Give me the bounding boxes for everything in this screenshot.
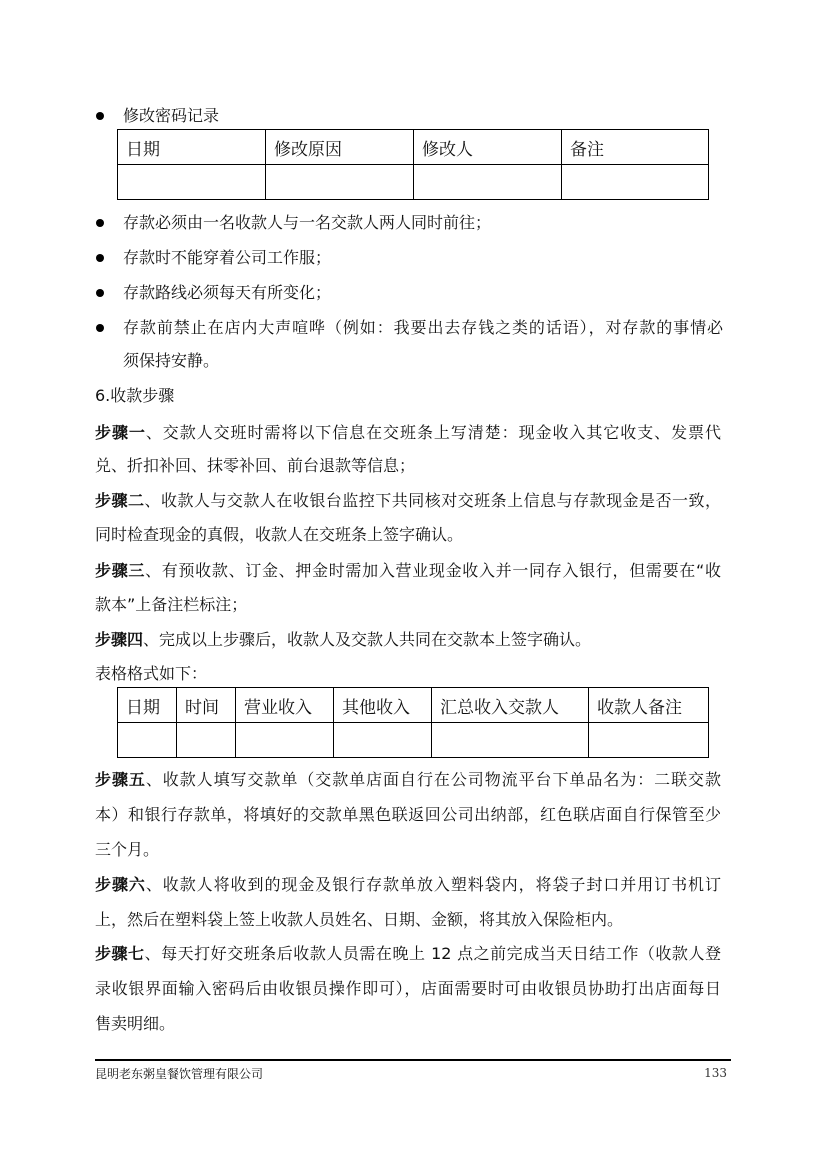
bullet-dot — [96, 324, 104, 332]
bullet-item: 存款前禁止在店内大声喧哗（例如：我要出去存钱之类的话语），对存款的事情必 — [123, 318, 723, 337]
bullet-dot — [96, 289, 104, 297]
table-cell — [118, 723, 177, 758]
bullet-item: 存款时不能穿着公司工作服； — [123, 248, 332, 267]
table-intro: 表格格式如下： — [95, 664, 208, 683]
step-text: 、交款人交班时需将以下信息在交班条上写清楚：现金收入其它收支、发票代 — [145, 423, 721, 442]
table-cell — [236, 723, 334, 758]
bullet-password-log: 修改密码记录 — [123, 106, 220, 125]
table-cell — [562, 165, 709, 200]
table-row — [118, 165, 709, 200]
step-text-line: 三个月。 — [95, 840, 160, 859]
bullet-item-continued: 须保持安静。 — [123, 351, 220, 370]
bullet-dot — [96, 219, 104, 227]
table-header-cell: 收款人备注 — [589, 688, 709, 723]
step-paragraph — [95, 629, 591, 651]
bullet-item: 存款路线必须每天有所变化； — [123, 283, 332, 302]
table-header-cell: 日期 — [118, 130, 266, 165]
table-header-cell: 汇总收入交款人 — [432, 688, 589, 723]
step-text-line: 录收银界面输入密码后由收银员操作即可），店面需要时可由收银员协助打出店面每日 — [95, 979, 721, 998]
cash-collection-table — [117, 687, 709, 758]
step-label: 步骤六 — [95, 875, 146, 894]
step-text-line: 款本”上备注栏标注； — [95, 595, 248, 614]
step-text: 、收款人将收到的现金及银行存款单放入塑料袋内，将袋子封口并用订书机订 — [145, 875, 721, 894]
step-text-line: 本）和银行存款单，将填好的交款单黑色联返回公司出纳部，红色联店面自行保管至少 — [95, 805, 721, 824]
step-label: 步骤五 — [95, 770, 146, 789]
step-text-line: 同时检查现金的真假，收款人在交班条上签字确认。 — [95, 525, 464, 544]
step-label: 步骤七 — [95, 944, 145, 963]
section-title: 6.收款步骤 — [95, 386, 175, 405]
table-header-cell: 修改原因 — [266, 130, 414, 165]
step-paragraph — [95, 422, 721, 444]
step-text: 、收款人与交款人在收银台监控下共同核对交班条上信息与存款现金是否一致， — [144, 491, 721, 510]
password-change-table — [117, 129, 709, 200]
table-header-cell: 日期 — [118, 688, 177, 723]
step-label: 步骤二 — [95, 491, 145, 510]
step-paragraph — [95, 769, 721, 791]
step-paragraph — [95, 943, 721, 965]
table-header-cell: 修改人 — [414, 130, 562, 165]
table-cell — [589, 723, 709, 758]
table-header-row — [118, 130, 709, 165]
step-text: 、完成以上步骤后，收款人及交款人共同在交款本上签字确认。 — [143, 630, 592, 649]
table-header-cell: 营业收入 — [236, 688, 334, 723]
table-cell — [177, 723, 236, 758]
table-cell — [118, 165, 266, 200]
bullet-item: 存款必须由一名收款人与一名交款人两人同时前往； — [123, 213, 492, 232]
step-paragraph — [95, 560, 721, 582]
footer-company: 昆明老东粥皇餐饮管理有限公司 — [95, 1067, 264, 1081]
step-text: 、每天打好交班条后收款人员需在晚上 12 点之前完成当天日结工作（收款人登 — [144, 944, 721, 963]
bullet-dot — [96, 254, 104, 262]
table-header-row — [118, 688, 709, 723]
table-cell — [432, 723, 589, 758]
bullet-dot — [96, 112, 104, 120]
step-label: 步骤三 — [95, 561, 146, 580]
step-text: 、有预收款、订金、押金时需加入营业现金收入并一同存入银行，但需要在“收 — [145, 561, 721, 580]
step-label: 步骤四 — [95, 630, 144, 649]
table-header-cell: 备注 — [562, 130, 709, 165]
step-paragraph — [95, 874, 721, 896]
step-text-line: 兑、折扣补回、抹零补回、前台退款等信息； — [95, 456, 416, 475]
table-cell — [266, 165, 414, 200]
step-text-line: 售卖明细。 — [95, 1014, 176, 1033]
table-cell — [334, 723, 432, 758]
table-header-cell: 时间 — [177, 688, 236, 723]
table-cell — [414, 165, 562, 200]
step-paragraph — [95, 490, 721, 512]
footer-divider — [95, 1059, 731, 1061]
page-number: 133 — [704, 1066, 727, 1080]
step-text-line: 上，然后在塑料袋上签上收款人员姓名、日期、金额，将其放入保险柜内。 — [95, 910, 624, 929]
table-header-cell: 其他收入 — [334, 688, 432, 723]
step-label: 步骤一 — [95, 423, 146, 442]
table-row — [118, 723, 709, 758]
step-text: 、收款人填写交款单（交款单店面自行在公司物流平台下单品名为：二联交款 — [145, 770, 721, 789]
